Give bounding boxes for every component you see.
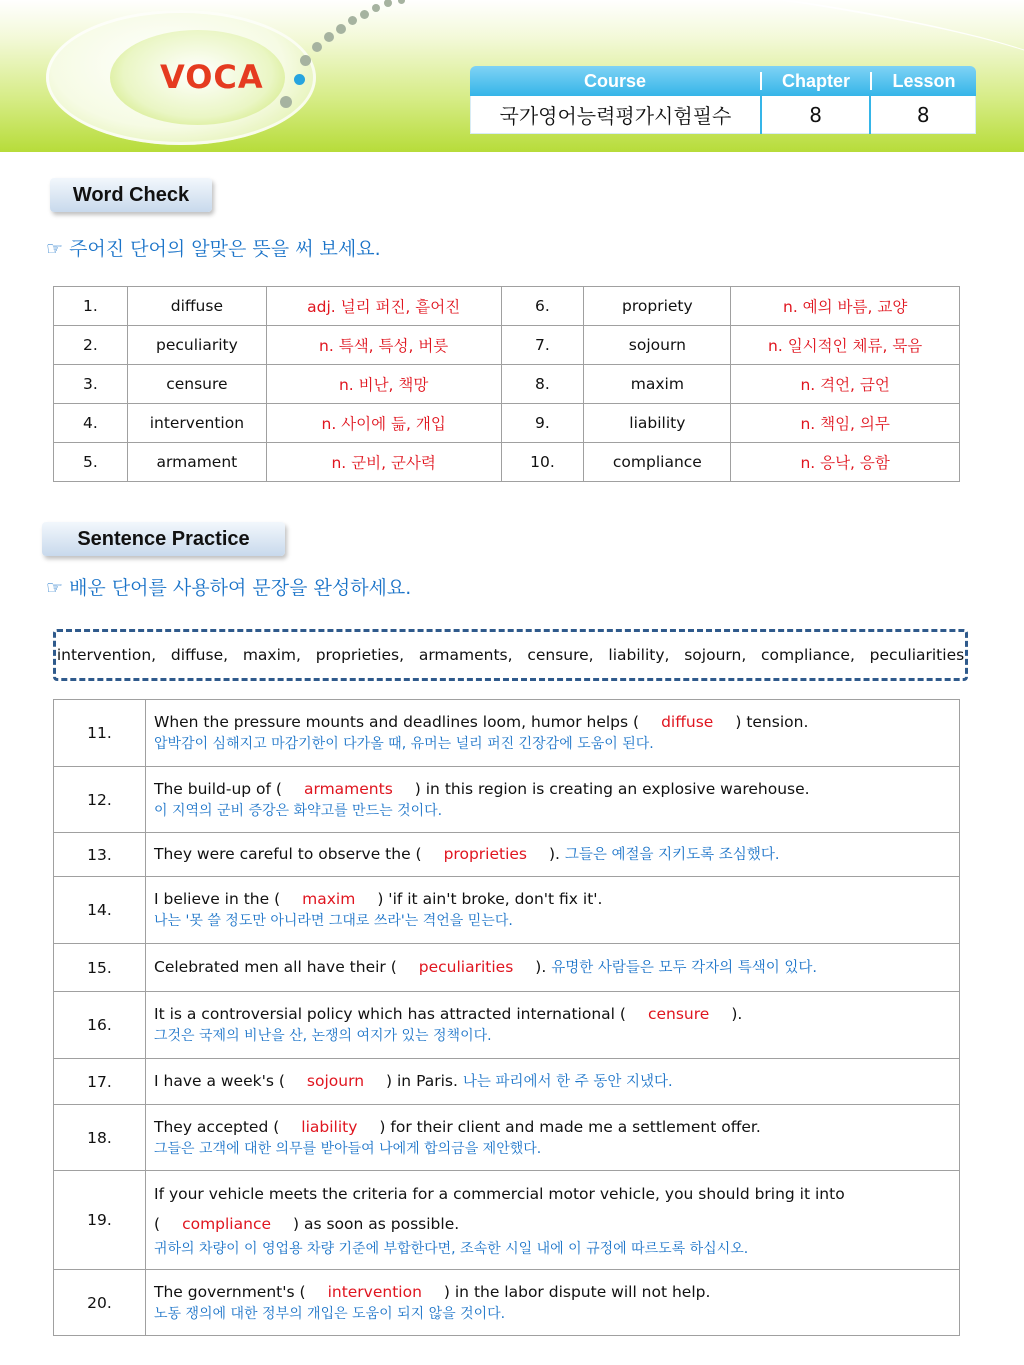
sentence-number: 20. (54, 1270, 146, 1336)
korean-translation: 나는 '못 쓸 정도만 아니라면 그대로 쓰라'는 격언을 믿는다. (154, 913, 513, 930)
korean-translation: 유명한 사람들은 모두 각자의 특색이 있다. (551, 960, 817, 977)
logo-dot (336, 24, 346, 34)
english-sentence (154, 1115, 951, 1139)
word-number: 8. (501, 365, 584, 404)
english-sentence (154, 887, 951, 911)
chapter-label: Chapter (781, 70, 850, 91)
word-number: 2. (54, 326, 128, 365)
sentence-text: They were careful to observe the ( (154, 845, 422, 864)
sentence-number: 12. (54, 767, 146, 833)
sentence-text: When the pressure mounts and deadlines loom, humor helps ( (154, 713, 640, 732)
sentence-number: 16. (54, 992, 146, 1059)
answer-word: liability (301, 1117, 358, 1136)
sentence-number: 18. (54, 1105, 146, 1171)
word-number: 10. (501, 443, 584, 482)
korean-translation: 귀하의 차량이 이 영업용 차량 기준에 부합한다면, 조속한 시일 내에 이 규정에 따르도록 하십시오. (154, 1240, 749, 1257)
vocab-word: sojourn (584, 326, 731, 365)
word-number: 1. (54, 287, 128, 326)
answer-word: maxim (302, 890, 356, 909)
korean-translation: 노동 쟁의에 대한 정부의 개입은 도움이 되지 않을 것이다. (154, 1305, 506, 1322)
table-row (54, 877, 960, 944)
sentence-text: Celebrated men all have their ( (154, 958, 397, 977)
sentence-text: ) in this region is creating an explosive warehouse. (414, 779, 810, 798)
word-meaning: n. 일시적인 체류, 묵음 (731, 326, 960, 365)
word-meaning: n. 응낙, 응함 (731, 443, 960, 482)
sentence-practice-badge: Sentence Practice (42, 522, 285, 556)
english-sentence (154, 1280, 951, 1304)
korean-translation: 나는 파리에서 한 주 동안 지냈다. (462, 1074, 673, 1091)
answer-word: censure (647, 1005, 710, 1024)
sentence-text: ( (154, 1214, 161, 1233)
sentence-text: ) 'if it ain't broke, don't fix it'. (377, 890, 603, 909)
logo-dot (280, 96, 292, 108)
sentence-text: I have a week's ( (154, 1072, 285, 1091)
sentence-text: ) in Paris. (386, 1072, 463, 1091)
sentence-number: 11. (54, 700, 146, 767)
vocab-word: armament (127, 443, 266, 482)
vocab-word: maxim (584, 365, 731, 404)
table-row (54, 443, 960, 482)
logo-dot (360, 10, 369, 19)
word-number: 3. (54, 365, 128, 404)
word-check-table (53, 286, 960, 482)
korean-translation: 그들은 예절을 지키도록 조심했다. (564, 847, 780, 864)
word-meaning: n. 군비, 군사력 (266, 443, 501, 482)
sentence-number: 19. (54, 1171, 146, 1270)
answer-word: intervention (327, 1282, 422, 1301)
english-sentence (154, 842, 951, 866)
voca-logo: VOCA (160, 58, 264, 96)
course-value: 국가영어능력평가시험필수 (499, 104, 732, 128)
answer-word: compliance (182, 1214, 271, 1233)
table-row (54, 833, 960, 877)
logo-dot (312, 42, 322, 52)
logo-dot (372, 4, 380, 12)
word-number: 9. (501, 404, 584, 443)
korean-translation: 압박감이 심해지고 마감기한이 다가올 때, 유머는 널리 퍼진 긴장감에 도움이 된다. (154, 736, 654, 753)
sentence-number: 14. (54, 877, 146, 944)
answer-word: armaments (303, 779, 393, 798)
word-check-instruction: ☞ 주어진 단어의 알맞은 뜻을 써 보세요. (46, 238, 381, 260)
word-meaning: n. 특색, 특성, 버릇 (266, 326, 501, 365)
vocab-word: propriety (584, 287, 731, 326)
course-label: Course (583, 70, 646, 91)
korean-translation: 이 지역의 군비 증강은 화약고를 만드는 것이다. (154, 802, 443, 819)
word-meaning: n. 예의 바름, 교양 (731, 287, 960, 326)
table-row (54, 365, 960, 404)
logo-dot (294, 74, 305, 85)
sentence-practice-instruction: ☞ 배운 단어를 사용하여 문장을 완성하세요. (46, 577, 412, 599)
sentence-cell (146, 700, 960, 767)
chapter-value: 8 (809, 102, 822, 127)
lesson-label: Lesson (892, 70, 956, 91)
vocab-word: censure (127, 365, 266, 404)
sentence-cell (146, 944, 960, 992)
table-row (54, 287, 960, 326)
sentence-text: ). (731, 1005, 743, 1024)
word-number: 5. (54, 443, 128, 482)
sentence-text: ). (549, 845, 565, 864)
word-meaning: n. 사이에 듦, 개입 (266, 404, 501, 443)
sentence-text: ) for their client and made me a settlement offer. (379, 1117, 761, 1136)
sentence-cell (146, 1059, 960, 1105)
course-info-box (470, 66, 976, 134)
logo-dot (348, 16, 357, 25)
sentence-text: ) as soon as possible. (293, 1214, 460, 1233)
sentence-text: The build-up of ( (154, 779, 282, 798)
vocab-word: liability (584, 404, 731, 443)
sentence-cell (146, 1105, 960, 1171)
english-sentence (154, 1002, 951, 1026)
table-row (54, 944, 960, 992)
sentence-cell (146, 767, 960, 833)
word-bank (53, 629, 968, 681)
sentence-text: The government's ( (154, 1282, 306, 1301)
table-row (54, 326, 960, 365)
page-header (0, 0, 1024, 152)
sentence-cell (146, 833, 960, 877)
word-check-badge: Word Check (50, 178, 212, 212)
word-meaning: n. 격언, 금언 (731, 365, 960, 404)
table-row (54, 1270, 960, 1336)
table-row (54, 992, 960, 1059)
vocab-word: compliance (584, 443, 731, 482)
sentence-cell (146, 992, 960, 1059)
sentence-cell (146, 1270, 960, 1336)
vocab-word: diffuse (127, 287, 266, 326)
sentence-text: I believe in the ( (154, 890, 281, 909)
word-number: 6. (501, 287, 584, 326)
word-meaning: n. 비난, 책망 (266, 365, 501, 404)
english-sentence (154, 1210, 951, 1239)
answer-word: sojourn (306, 1072, 365, 1091)
vocab-word: peculiarity (127, 326, 266, 365)
sentence-number: 13. (54, 833, 146, 877)
word-bank-text: intervention, diffuse, maxim, proprieties, armaments, censure, liability, sojourn, compliance, peculiarities (56, 646, 965, 664)
sentence-text: It is a controversial policy which has attracted international ( (154, 1005, 626, 1024)
korean-translation: 그것은 국제의 비난을 산, 논쟁의 여지가 있는 정책이다. (154, 1028, 492, 1045)
english-sentence (154, 710, 951, 734)
table-row (54, 1105, 960, 1171)
english-sentence (154, 955, 951, 979)
english-sentence (154, 1069, 951, 1093)
course-info-values (470, 96, 976, 134)
sentence-text: They accepted ( (154, 1117, 280, 1136)
word-number: 4. (54, 404, 128, 443)
sentence-text: ). (535, 958, 552, 977)
logo-dot (324, 32, 334, 42)
english-sentence (154, 777, 951, 801)
korean-translation: 그들은 고객에 대한 의무를 받아들여 나에게 합의금을 제안했다. (154, 1140, 542, 1157)
answer-word: proprieties (443, 845, 527, 864)
logo-dot (300, 55, 311, 66)
lesson-value: 8 (916, 102, 930, 127)
sentence-cell (146, 877, 960, 944)
table-row (54, 1059, 960, 1105)
word-meaning: n. 책임, 의무 (731, 404, 960, 443)
table-row (54, 404, 960, 443)
word-meaning: adj. 널리 퍼진, 흩어진 (266, 287, 501, 326)
word-number: 7. (501, 326, 584, 365)
sentence-text: ) tension. (735, 713, 809, 732)
answer-word: diffuse (661, 713, 714, 732)
vocab-word: intervention (127, 404, 266, 443)
table-row (54, 1171, 960, 1270)
sentence-cell (146, 1171, 960, 1270)
table-row (54, 700, 960, 767)
sentence-text: ) in the labor dispute will not help. (443, 1282, 711, 1301)
course-info-header (470, 66, 976, 96)
sentence-practice-table (53, 699, 960, 1336)
table-row (54, 767, 960, 833)
english-sentence-line1: If your vehicle meets the criteria for a commercial motor vehicle, you should bring it into (154, 1185, 845, 1204)
sentence-number: 17. (54, 1059, 146, 1105)
answer-word: peculiarities (418, 958, 514, 977)
sentence-number: 15. (54, 944, 146, 992)
